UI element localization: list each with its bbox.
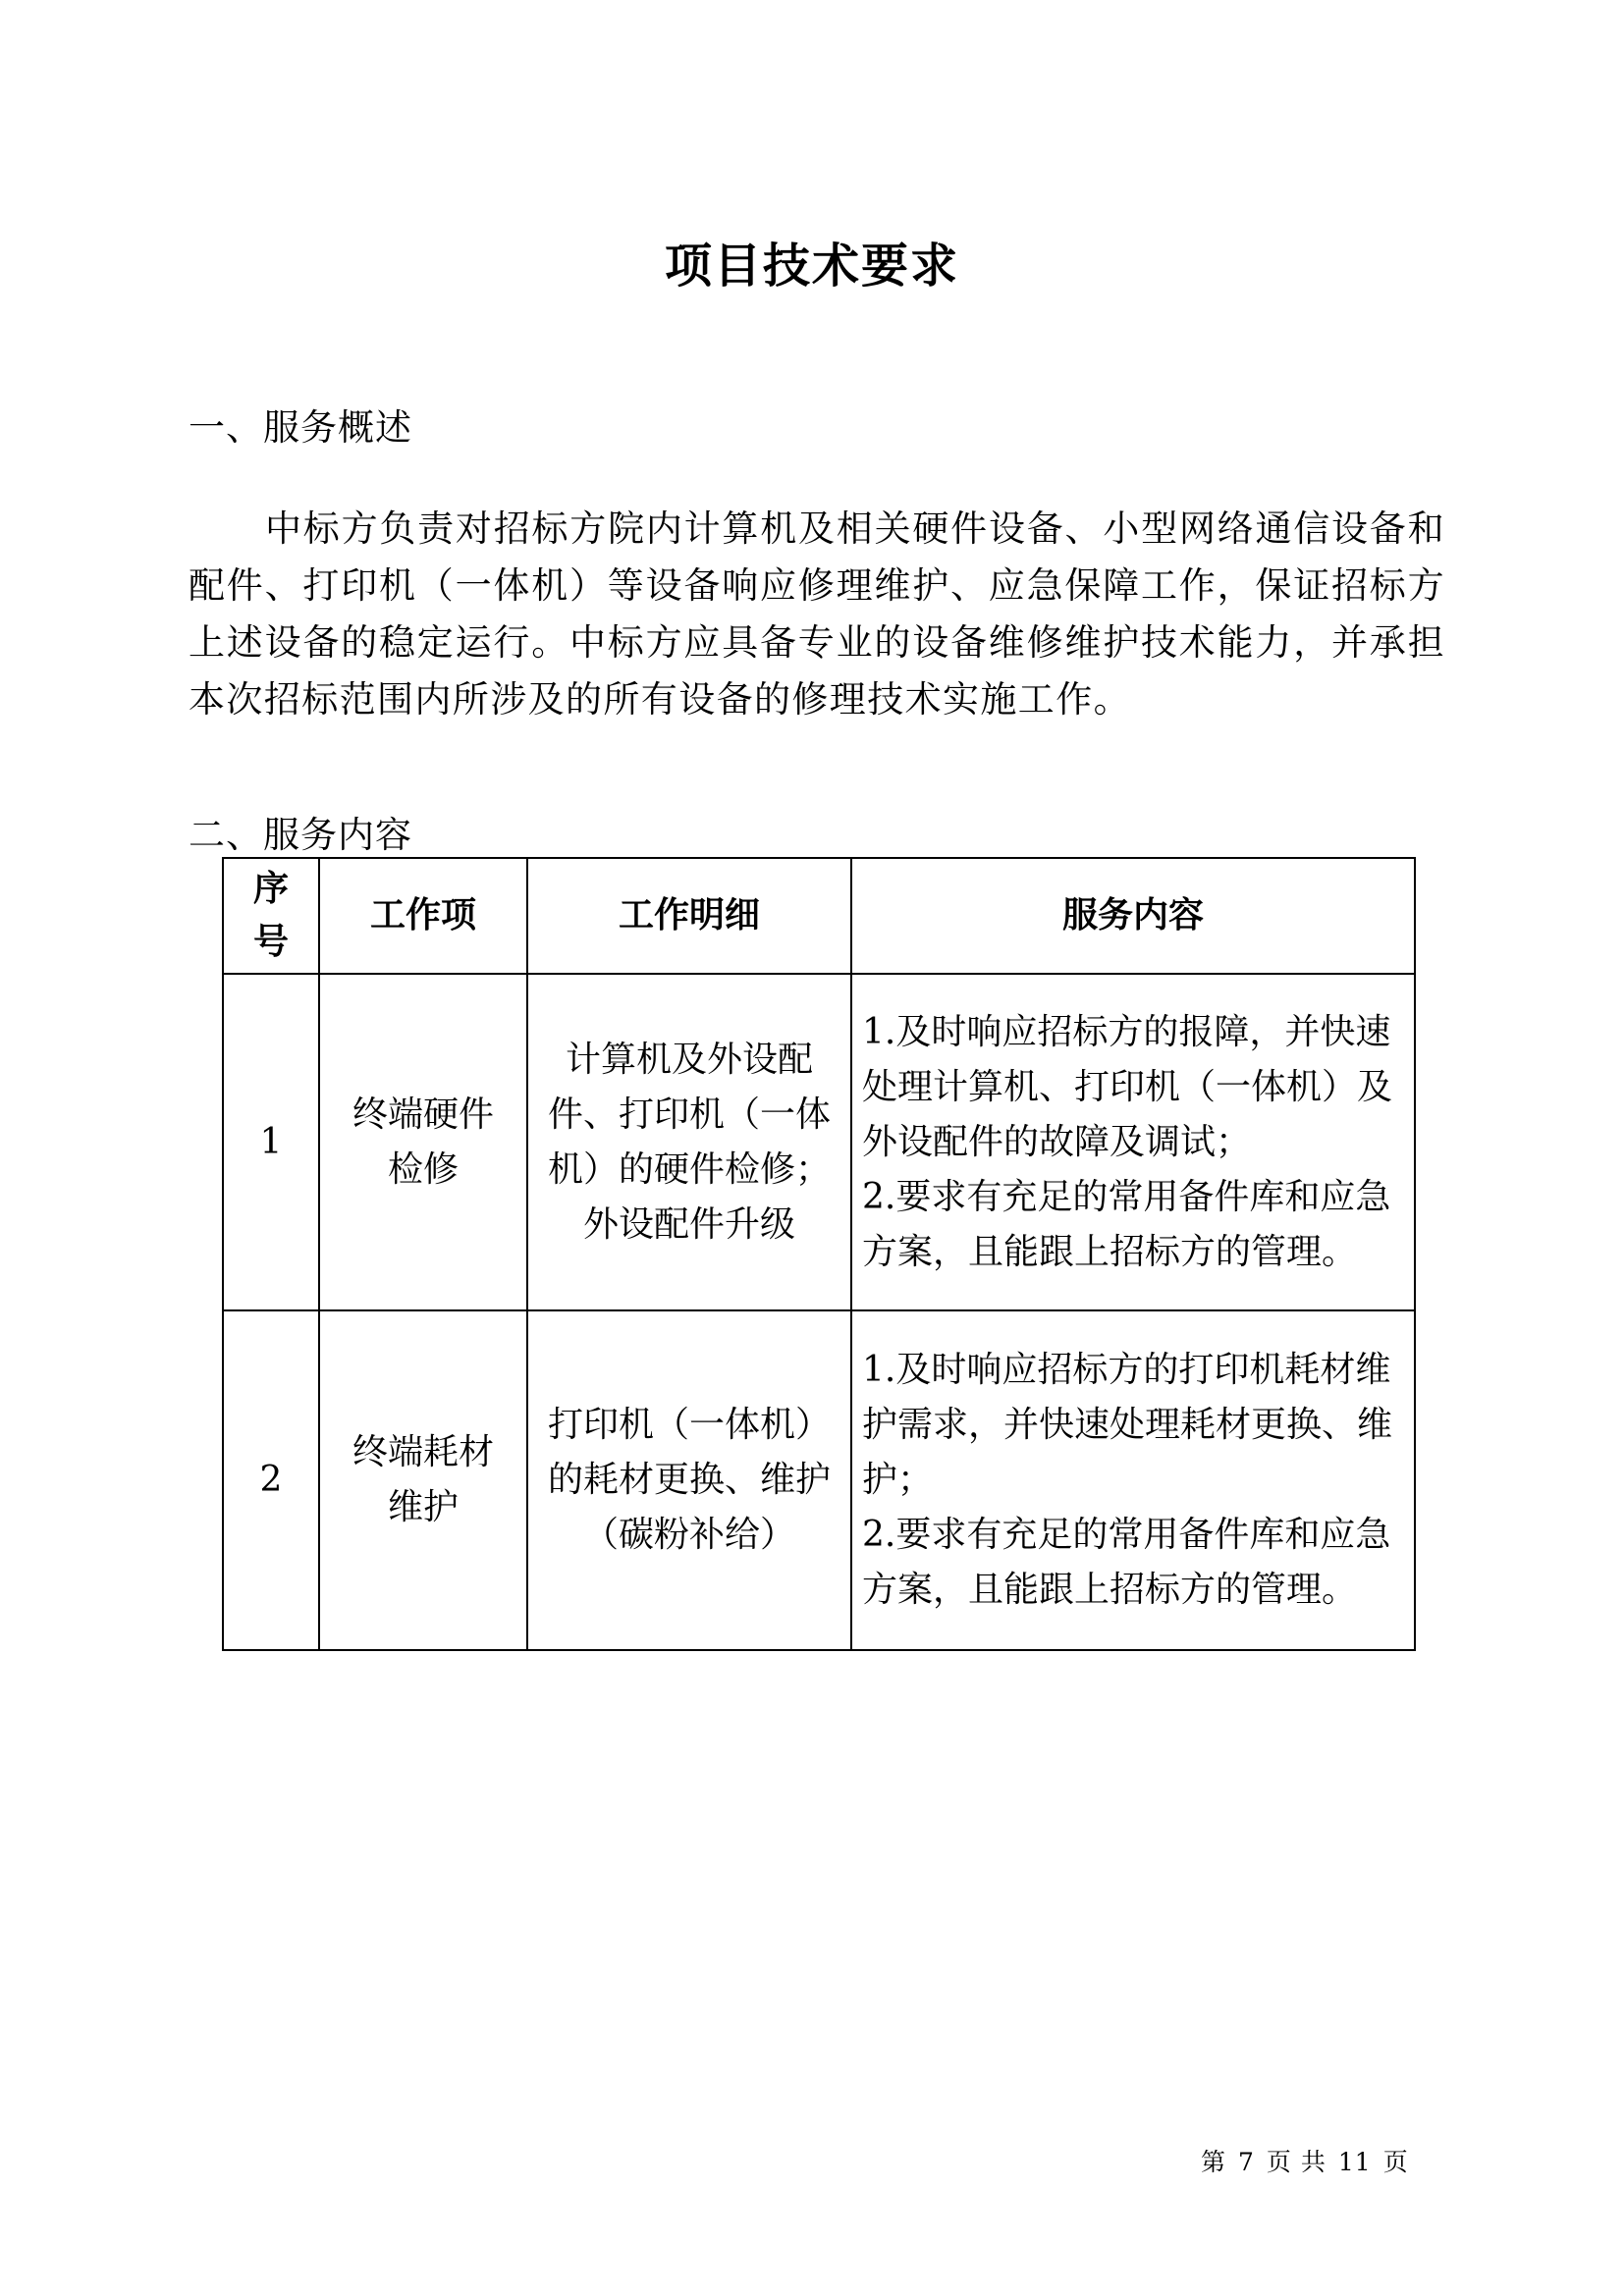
document-title: 项目技术要求: [664, 239, 959, 294]
service-table: [222, 857, 1416, 1651]
table-header-row: [223, 858, 1415, 974]
table-row: [223, 1310, 1415, 1650]
footer-mid: 页 共: [1266, 2148, 1326, 2176]
page-footer: [1195, 2143, 1415, 2178]
row-item: 终端耗材维护: [319, 1310, 527, 1650]
footer-suffix: 页: [1382, 2148, 1409, 2176]
row-item: 终端硬件检修: [319, 974, 527, 1310]
row-detail: 打印机（一体机）的耗材更换、维护（碳粉补给）: [527, 1310, 851, 1650]
row-content: 1.及时响应招标方的打印机耗材维护需求，并快速处理耗材更换、维护； 2.要求有充足的常用备件库和应急方案，且能跟上招标方的管理。: [851, 1310, 1415, 1650]
row-index: 1: [223, 974, 319, 1310]
section-heading-overview: 一、服务概述: [189, 406, 412, 449]
row-index: 2: [223, 1310, 319, 1650]
row-detail: 计算机及外设配件、打印机（一体机）的硬件检修；外设配件升级: [527, 974, 851, 1310]
header-content: 服务内容: [851, 858, 1415, 974]
overview-paragraph: 中标方负责对招标方院内计算机及相关硬件设备、小型网络通信设备和配件、打印机（一体机）等设备响应修理维护、应急保障工作，保证招标方上述设备的稳定运行。中标方应具备专业的设备维修维护技术能力，并承担本次招标范围内所涉及的所有设备的修理技术实施工作。: [189, 507, 1445, 721]
row-content: 1.及时响应招标方的报障，并快速处理计算机、打印机（一体机）及外设配件的故障及调试； 2.要求有充足的常用备件库和应急方案，且能跟上招标方的管理。: [851, 974, 1415, 1310]
header-item: 工作项: [319, 858, 527, 974]
header-index: 序号: [223, 858, 319, 974]
header-detail: 工作明细: [527, 858, 851, 974]
table-row: [223, 974, 1415, 1310]
footer-total-pages: 11: [1337, 2148, 1372, 2176]
section-heading-service-content: 二、服务内容: [189, 814, 412, 856]
footer-current-page: 7: [1238, 2148, 1255, 2176]
footer-prefix: 第: [1201, 2148, 1227, 2176]
